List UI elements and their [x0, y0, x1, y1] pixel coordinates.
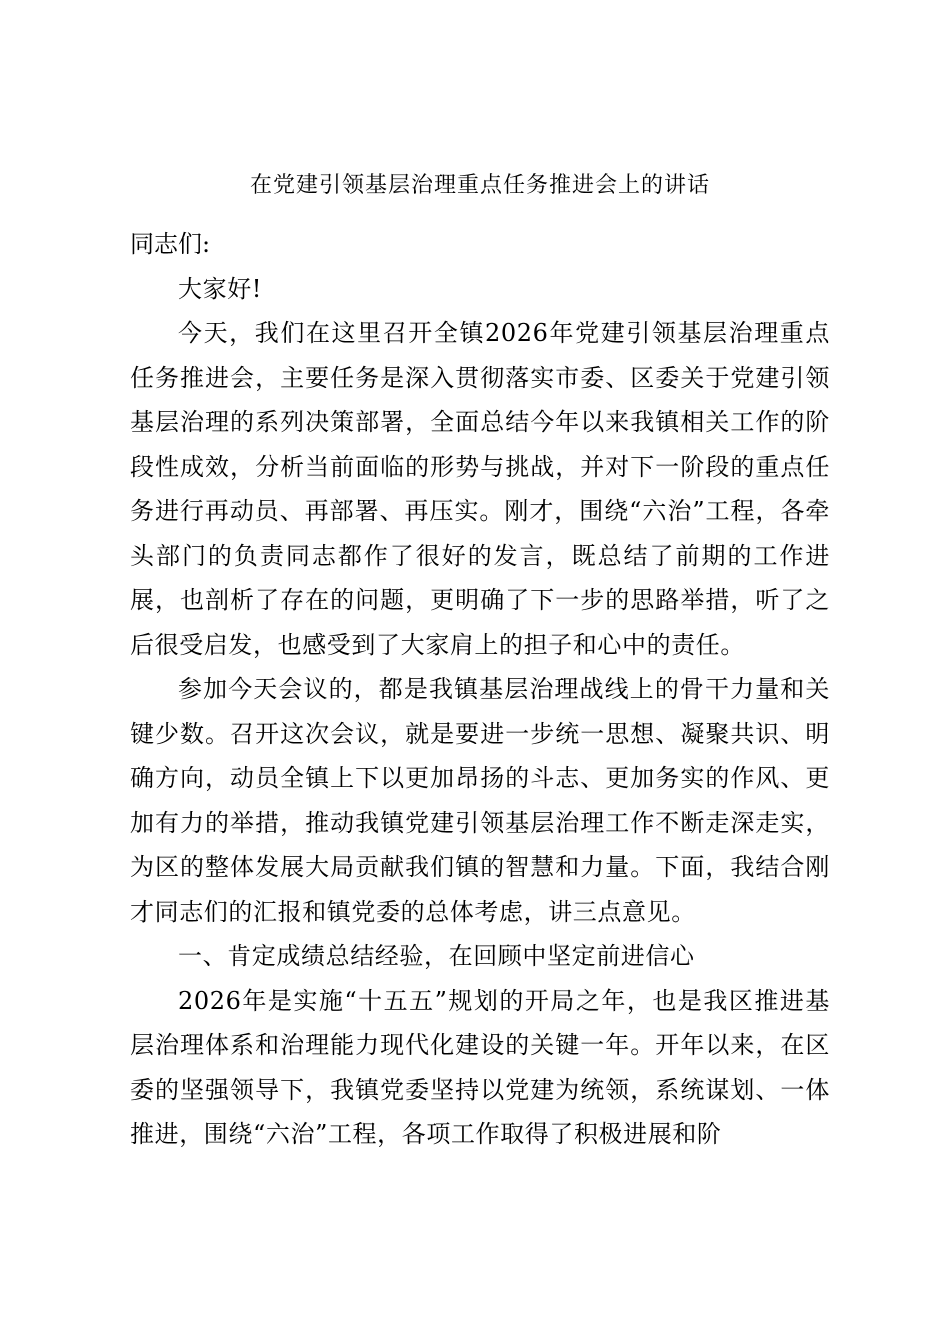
paragraph-opening: 今天，我们在这里召开全镇2026年党建引领基层治理重点任务推进会，主要任务是深入贯彻落实市委、区委关于党建引领基层治理的系列决策部署，全面总结今年以来我镇相关工作的阶段性成效，分析当前面临的形势与挑战，并对下一阶段的重点任务进行再动员、再部署、再压实。刚才，围绕“六治”工程，各牵头部门的负责同志都作了很好的发言，既总结了前期的工作进展，也剖析了存在的问题，更明确了下一步的思路举措，听了之后很受启发，也感受到了大家肩上的担子和心中的责任。 — [130, 319, 830, 659]
section-heading: 一、肯定成绩总结经验，在回顾中坚定前进信心 — [178, 942, 695, 970]
salutation: 同志们: — [130, 230, 211, 258]
paragraph-purpose: 参加今天会议的，都是我镇基层治理战线上的骨干力量和关键少数。召开这次会议，就是要进一步统一思想、凝聚共识、明确方向，动员全镇上下以更加昂扬的斗志、更加务实的作风、更加有力的举措，推动我镇党建引领基层治理工作不断走深走实，为区的整体发展大局贡献我们镇的智慧和力量。下面，我结合刚才同志们的汇报和镇党委的总体考虑，讲三点意见。 — [130, 675, 830, 926]
section-paragraph: 2026年是实施“十五五”规划的开局之年，也是我区推进基层治理体系和治理能力现代化建设的关键一年。开年以来，在区委的坚强领导下，我镇党委坚持以党建为统领，系统谋划、一体推进，围绕“六治”工程，各项工作取得了积极进展和阶 — [130, 986, 830, 1148]
document-title: 在党建引领基层治理重点任务推进会上的讲话 — [249, 173, 710, 198]
greeting: 大家好! — [178, 274, 263, 303]
document-page — [130, 170, 830, 1157]
